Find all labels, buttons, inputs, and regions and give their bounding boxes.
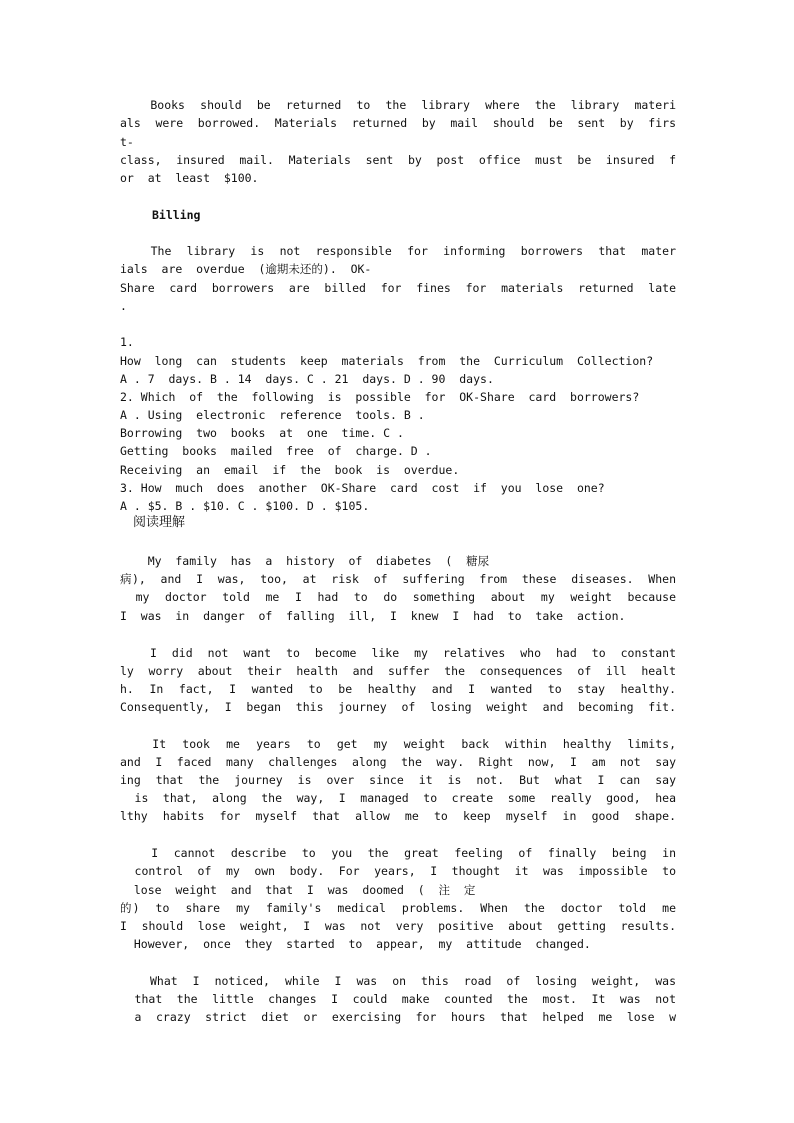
- text-line: ing that the journey is over since it is not. But what I can say: [120, 773, 676, 787]
- billing-heading: Billing: [152, 208, 201, 222]
- text-line: control of my own body. For years, I thought it was impossible to: [120, 864, 676, 878]
- text-line: ials are overdue (逾期未还的). OK-: [120, 262, 372, 276]
- text-line: a crazy strict diet or exercising for hours that helped me lose w: [120, 1010, 676, 1024]
- question-text: How long can students keep materials from the Curriculum Collection?: [120, 354, 654, 368]
- text-line: Share card borrowers are billed for fines for materials returned late: [120, 281, 676, 295]
- text-line: What I noticed, while I was on this road of losing weight, was: [120, 974, 676, 988]
- text-line: ly worry about their health and suffer the consequences of ill healt: [120, 664, 676, 678]
- text-line: I should lose weight, I was not very positive about getting results.: [120, 919, 676, 933]
- text-line: However, once they started to appear, my attitude changed.: [120, 937, 591, 951]
- text-line: 的) to share my family's medical problems. When the doctor told me: [120, 901, 676, 915]
- text-line: I cannot describe to you the great feeling of finally being in: [120, 846, 676, 860]
- answer-options: A . 7 days. B . 14 days. C . 21 days. D . 90 days.: [120, 372, 494, 386]
- text-line: 病), and I was, too, at risk of suffering from these diseases. When: [120, 572, 676, 586]
- section-heading: 阅读理解: [133, 515, 186, 530]
- text-line: t-: [120, 135, 134, 149]
- answer-options: A . Using electronic reference tools. B .: [120, 408, 425, 422]
- text-line: lose weight and that I was doomed ( 注 定: [120, 883, 476, 897]
- text-line: or at least $100.: [120, 171, 259, 185]
- text-line: It took me years to get my weight back within healthy limits,: [120, 737, 676, 751]
- text-line: class, insured mail. Materials sent by post office must be insured f: [120, 153, 676, 167]
- text-line: is that, along the way, I managed to create some really good, hea: [120, 791, 676, 805]
- question-text: 2. Which of the following is possible for OK-Share card borrowers?: [120, 390, 640, 404]
- answer-options: A . $5. B . $10. C . $100. D . $105.: [120, 499, 370, 513]
- text-line: The library is not responsible for informing borrowers that mater: [120, 244, 676, 258]
- text-line: My family has a history of diabetes ( 糖尿: [120, 554, 490, 568]
- text-line: Consequently, I began this journey of losing weight and becoming fit.: [120, 700, 676, 714]
- text-line: I was in danger of falling ill, I knew I had to take action.: [120, 609, 626, 623]
- text-line: that the little changes I could make counted the most. It was not: [120, 992, 676, 1006]
- text-line: als were borrowed. Materials returned by mail should be sent by firs: [120, 116, 676, 130]
- text-line: .: [120, 299, 127, 313]
- answer-options: Receiving an email if the book is overdue.: [120, 463, 460, 477]
- text-line: I did not want to become like my relatives who had to constant: [120, 646, 676, 660]
- text-line: Books should be returned to the library where the library materi: [120, 98, 676, 112]
- question-number: 1.: [120, 335, 134, 349]
- text-line: and I faced many challenges along the way. Right now, I am not say: [120, 755, 676, 769]
- answer-options: Borrowing two books at one time. C .: [120, 426, 404, 440]
- question-text: 3. How much does another OK-Share card cost if you lose one?: [120, 481, 605, 495]
- text-line: lthy habits for myself that allow me to keep myself in good shape.: [120, 809, 676, 823]
- text-line: my doctor told me I had to do something about my weight because: [120, 590, 676, 604]
- answer-options: Getting books mailed free of charge. D .: [120, 444, 432, 458]
- text-line: h. In fact, I wanted to be healthy and I wanted to stay healthy.: [120, 682, 676, 696]
